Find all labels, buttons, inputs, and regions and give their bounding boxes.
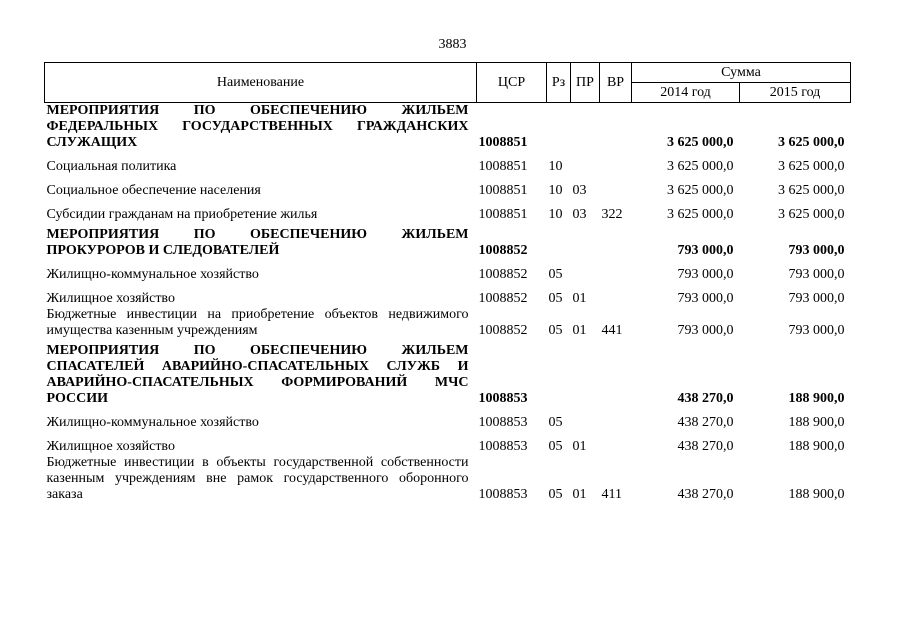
- row-csr: 1008853: [478, 487, 528, 502]
- row-rz: [547, 103, 571, 152]
- table-body: [45, 103, 851, 504]
- table-header: [45, 63, 851, 103]
- row-vr: [600, 407, 632, 431]
- row-vr: 411: [601, 487, 622, 502]
- budget-table: [44, 62, 851, 503]
- row-amount-2014: 3 625 000,0: [667, 159, 734, 174]
- row-name: Жилищное хозяйство: [46, 291, 175, 306]
- row-rz: [547, 339, 571, 407]
- row-csr: 1008852: [478, 323, 528, 338]
- row-amount-2014: 438 270,0: [677, 439, 734, 454]
- row-name-bold: МЕРОПРИЯТИЯ ПО ОБЕСПЕЧЕНИЮ ЖИЛЬЕМ СПАСАТЕЛЕЙ АВАРИЙНО-СПАСАТЕЛЬНЫХ СЛУЖБ И АВАРИЙНО-СПАСАТЕЛЬНЫХ ФОРМИРОВАНИЙ МЧС РОССИИ: [46, 343, 469, 406]
- column-header-rz: Рз: [547, 63, 571, 103]
- row-rz: 05: [548, 487, 563, 502]
- row-vr: 441: [601, 323, 623, 338]
- row-amount-2015: 793 000,0: [788, 243, 845, 258]
- row-pr: [571, 151, 600, 175]
- table-row: [45, 431, 851, 455]
- row-pr: 01: [572, 487, 587, 502]
- row-amount-2014: 3 625 000,0: [667, 207, 734, 222]
- column-header-2015: 2015 год: [740, 83, 851, 103]
- row-pr: [571, 339, 600, 407]
- row-rz: 05: [548, 323, 563, 338]
- column-header-csr: ЦСР: [477, 63, 547, 103]
- row-vr: [600, 283, 632, 307]
- column-header-vr: ВР: [600, 63, 632, 103]
- table-row: [45, 175, 851, 199]
- row-csr: 1008852: [478, 243, 528, 258]
- row-name-bold: МЕРОПРИЯТИЯ ПО ОБЕСПЕЧЕНИЮ ЖИЛЬЕМ ФЕДЕРАЛЬНЫХ ГОСУДАРСТВЕННЫХ ГРАЖДАНСКИХ СЛУЖАЩИХ: [46, 103, 469, 150]
- row-csr: 1008853: [478, 439, 528, 454]
- row-csr: 1008851: [478, 159, 528, 174]
- row-amount-2015: 188 900,0: [788, 439, 845, 454]
- row-amount-2014: 438 270,0: [677, 391, 734, 406]
- row-vr: [600, 259, 632, 283]
- row-amount-2015: 3 625 000,0: [778, 183, 845, 198]
- row-csr: 1008853: [478, 391, 528, 406]
- row-csr: 1008852: [478, 291, 528, 306]
- row-amount-2015: 3 625 000,0: [778, 159, 845, 174]
- row-csr: 1008852: [478, 267, 528, 282]
- row-csr: 1008853: [478, 415, 528, 430]
- row-amount-2015: 3 625 000,0: [778, 207, 845, 222]
- row-rz: 05: [548, 291, 563, 306]
- page-number: 3883: [438, 37, 467, 52]
- row-pr: 01: [572, 323, 587, 338]
- row-vr: [600, 431, 632, 455]
- row-pr: [571, 103, 600, 152]
- row-amount-2014: 793 000,0: [677, 323, 734, 338]
- row-amount-2014: 438 270,0: [677, 487, 734, 502]
- row-pr: [571, 407, 600, 431]
- table-row: [45, 151, 851, 175]
- row-rz: [547, 223, 571, 259]
- row-rz: 05: [548, 415, 563, 430]
- row-vr: [600, 223, 632, 259]
- row-pr: 01: [572, 439, 587, 454]
- row-amount-2015: 793 000,0: [788, 291, 845, 306]
- row-amount-2015: 793 000,0: [788, 267, 845, 282]
- row-rz: 10: [548, 207, 563, 222]
- row-vr: 322: [601, 207, 623, 222]
- row-vr: [600, 103, 632, 152]
- column-header-name: Наименование: [45, 63, 477, 103]
- row-name: Жилищно-коммунальное хозяйство: [46, 267, 259, 282]
- row-vr: [600, 151, 632, 175]
- row-vr: [600, 175, 632, 199]
- column-header-2014: 2014 год: [632, 83, 740, 103]
- row-pr: 01: [572, 291, 587, 306]
- row-name: Социальное обеспечение населения: [46, 183, 261, 198]
- row-vr: [600, 339, 632, 407]
- row-pr: [571, 259, 600, 283]
- row-pr: [571, 223, 600, 259]
- row-amount-2015: 188 900,0: [788, 415, 845, 430]
- row-name: Жилищно-коммунальное хозяйство: [46, 415, 259, 430]
- row-name: Бюджетные инвестиции в объекты государственной собственности казенным учреждениям вне рамок государственного оборонного заказа: [46, 455, 469, 502]
- row-pr: 03: [572, 207, 587, 222]
- row-name-bold: МЕРОПРИЯТИЯ ПО ОБЕСПЕЧЕНИЮ ЖИЛЬЕМ ПРОКУРОРОВ И СЛЕДОВАТЕЛЕЙ: [46, 227, 469, 258]
- row-amount-2014: 793 000,0: [677, 243, 734, 258]
- row-amount-2014: 3 625 000,0: [667, 183, 734, 198]
- column-header-pr: ПР: [571, 63, 600, 103]
- row-amount-2015: 793 000,0: [788, 323, 845, 338]
- table-row: [45, 307, 851, 339]
- row-csr: 1008851: [478, 183, 528, 198]
- table-row-section: [45, 103, 851, 152]
- row-amount-2015: 188 900,0: [788, 487, 845, 502]
- row-name: Социальная политика: [46, 159, 177, 174]
- row-rz: 10: [548, 183, 563, 198]
- row-name: Субсидии гражданам на приобретение жилья: [46, 207, 318, 222]
- table-row: [45, 259, 851, 283]
- row-csr: 1008851: [478, 135, 528, 150]
- row-amount-2015: 188 900,0: [788, 391, 845, 406]
- table-row: [45, 455, 851, 503]
- row-amount-2014: 793 000,0: [677, 267, 734, 282]
- row-amount-2014: 438 270,0: [677, 415, 734, 430]
- row-rz: 05: [548, 439, 563, 454]
- row-amount-2015: 3 625 000,0: [778, 135, 845, 150]
- table-row-section: [45, 339, 851, 407]
- row-name: Бюджетные инвестиции на приобретение объектов недвижимого имущества казенным учреждениям: [46, 307, 469, 338]
- table-row: [45, 283, 851, 307]
- row-name: Жилищное хозяйство: [46, 439, 175, 454]
- table-row: [45, 407, 851, 431]
- row-pr: 03: [572, 183, 587, 198]
- row-amount-2014: 793 000,0: [677, 291, 734, 306]
- row-amount-2014: 3 625 000,0: [667, 135, 734, 150]
- row-rz: 10: [548, 159, 563, 174]
- column-header-sum: Сумма: [632, 63, 851, 83]
- table-row: [45, 199, 851, 223]
- table-row-section: [45, 223, 851, 259]
- row-rz: 05: [548, 267, 563, 282]
- row-csr: 1008851: [478, 207, 528, 222]
